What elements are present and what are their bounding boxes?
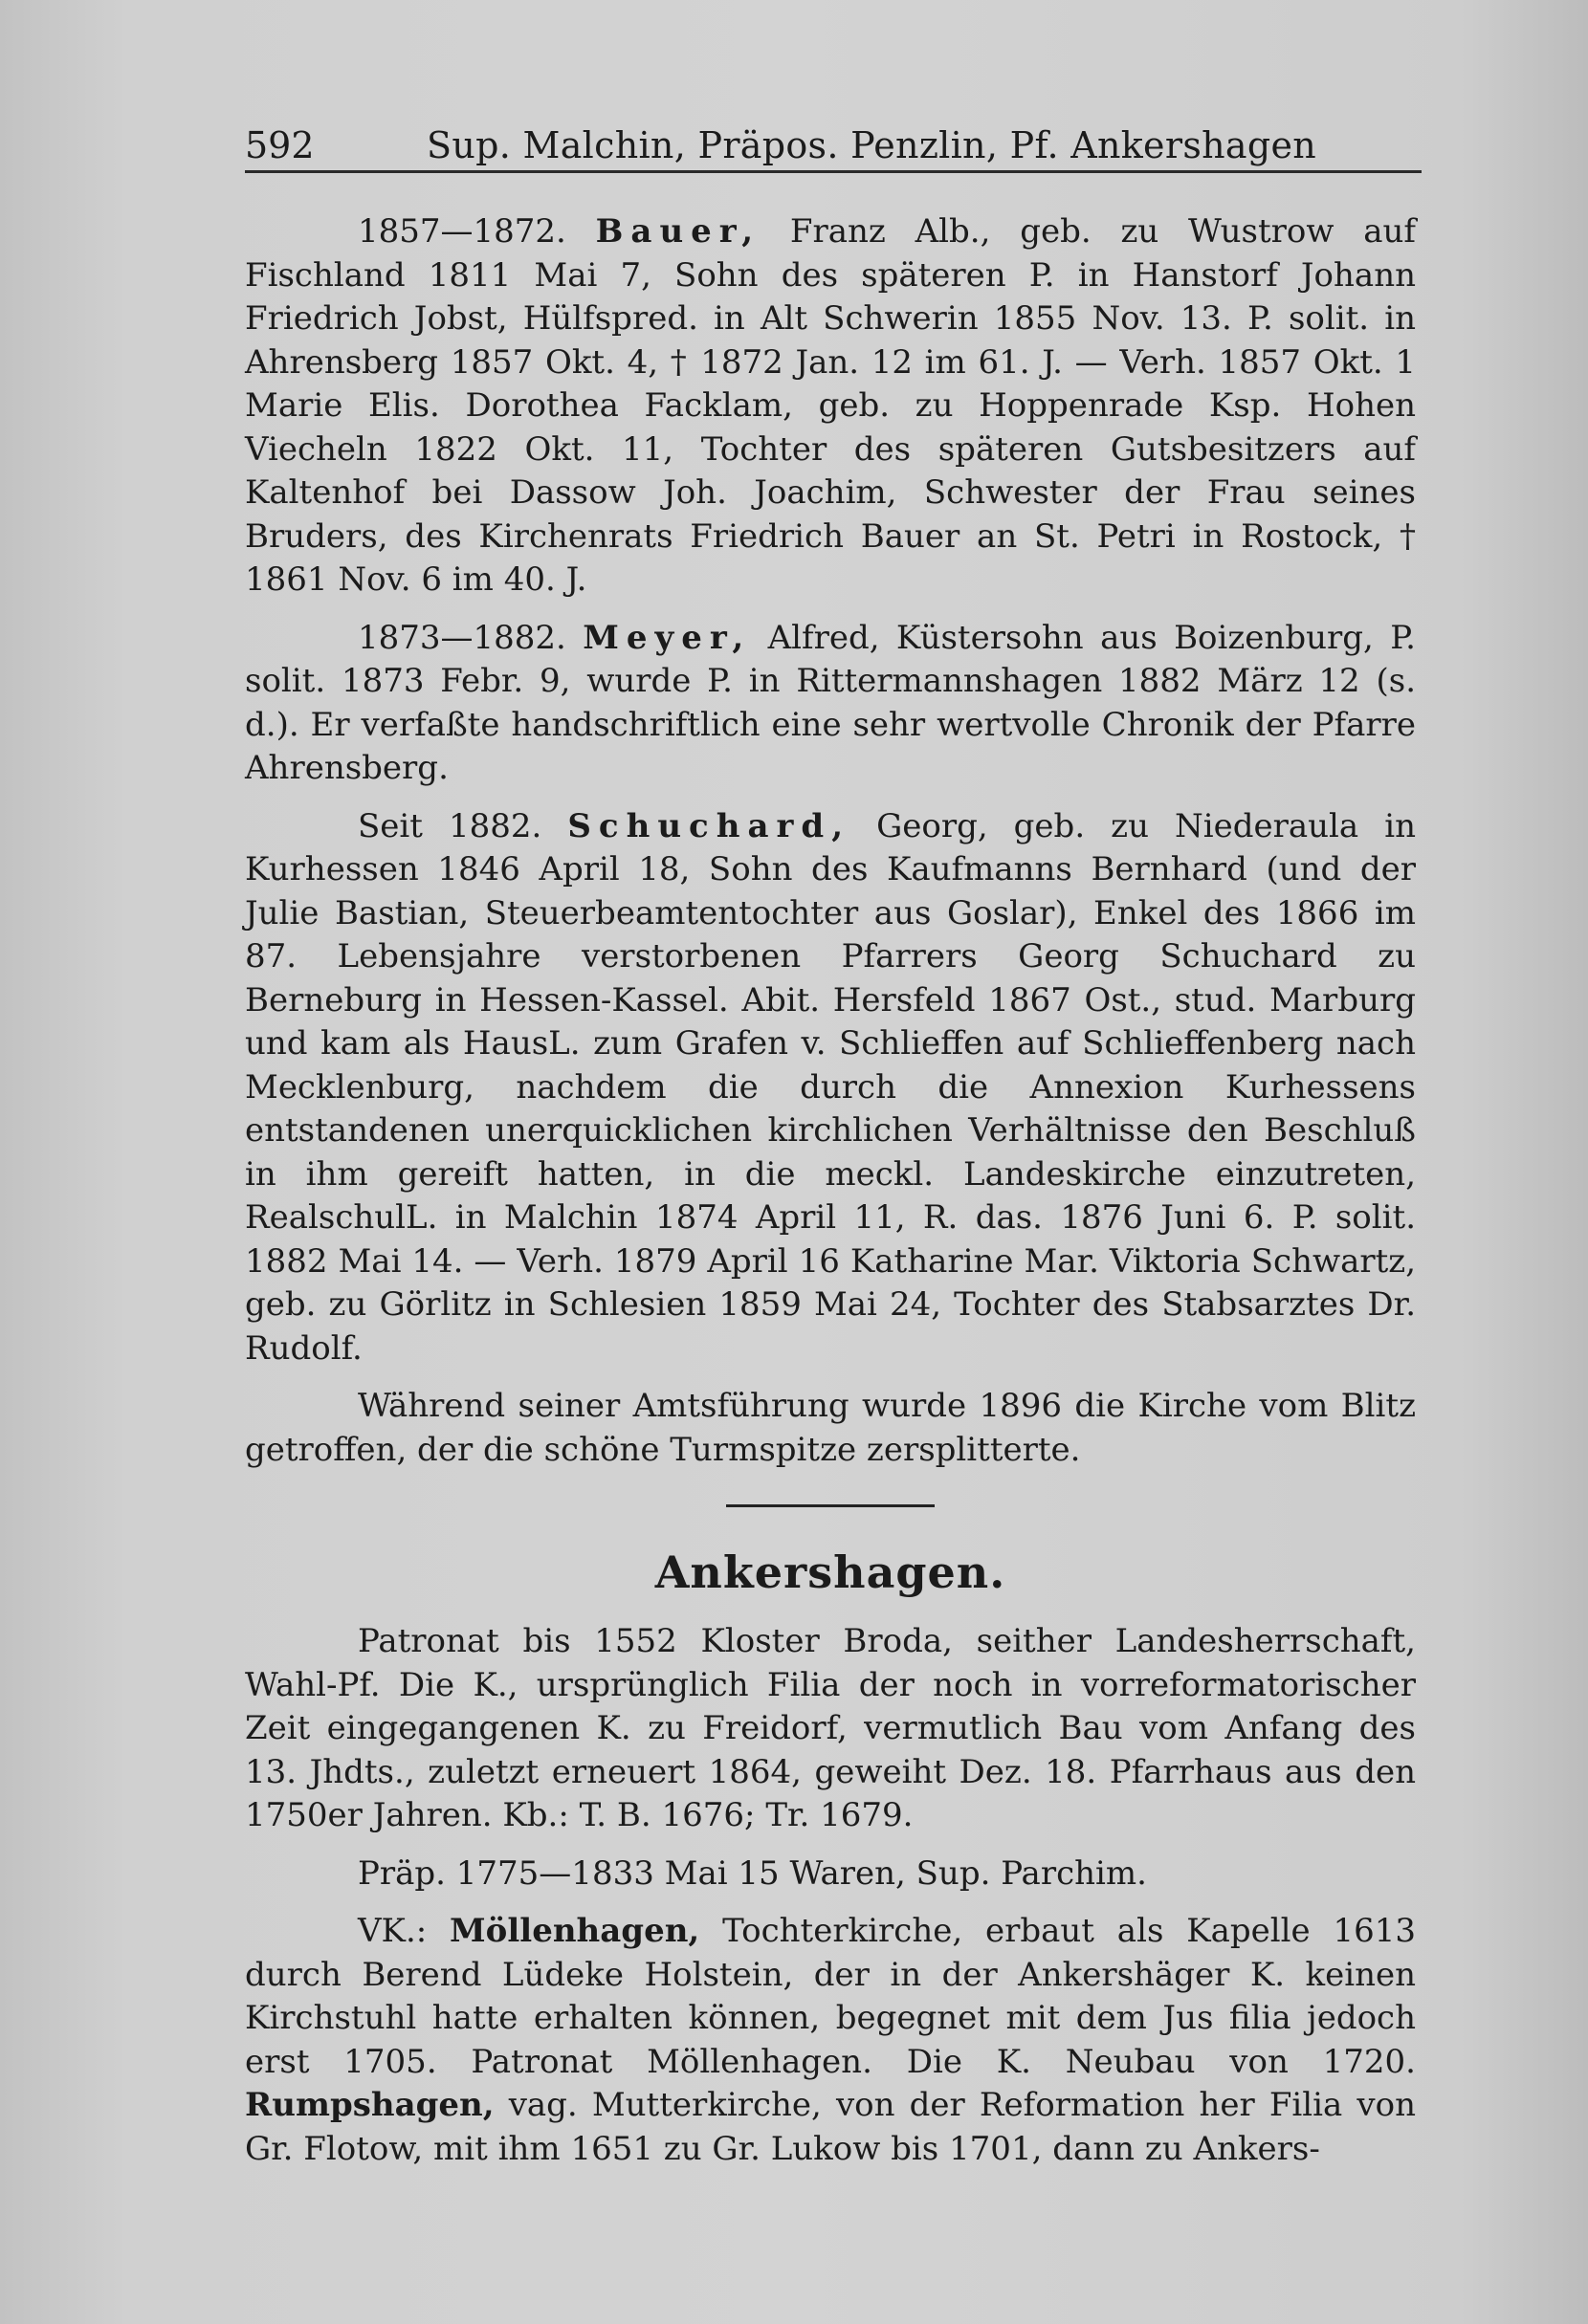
section-title: Ankershagen. [654, 1546, 1006, 1598]
entry-years: 1873—1882. [358, 618, 566, 657]
entry-name: Meyer, [583, 618, 752, 657]
body-text [245, 210, 1416, 2185]
patronat-paragraph: Patronat bis 1552 Kloster Broda, seither Landesherrschaft, Wahl-Pf. Die K., ursprünglich Filia der noch in vorreformatorischer Zeit eingegangenen K. zu Freidorf, vermutlich Bau vom Anfang des 13. Jhdts., zuletzt erneuert 1864, geweiht Dez. 18. Pfarrhaus aus den 1750er Jahren. Kb.: T. B. 1676; Tr. 1679. [245, 1622, 1416, 1834]
entry-text: Alfred, Küstersohn aus Boizenburg, P. solit. 1873 Febr. 9, wurde P. in Rittermannshagen 1882 März 12 (s. d.). Er verfaßte handschriftlich eine sehr wertvolle Chronik der Pfarre Ahrensberg. [245, 618, 1416, 787]
page-header [245, 119, 1317, 172]
entry-name: Bauer, [595, 212, 761, 251]
running-head: Sup. Malchin, Präpos. Penzlin, Pf. Ankershagen [427, 124, 1317, 166]
entry-text: Georg, geb. zu Niederaula in Kurhessen 1846 April 18, Sohn des Kaufmanns Bernhard (und der Julie Bastian, Steuerbeamtentochter aus Goslar), Enkel des 1866 im 87. Lebensjahre verstorbenen Pfarrers Georg Schuchard zu Berneburg in Hessen-Kassel. Abit. Hersfeld 1867 Ost., stud. Marburg und kam als HausL. zum Grafen v. Schlieffen auf Schlieffenberg nach Mecklenburg, nachdem die durch die Annexion Kurhessens entstandenen unerquicklichen kirchlichen Verhältnisse den Beschluß in ihm gereift hatten, in die meckl. Landeskirche einzutreten, RealschulL. in Malchin 1874 April 11, R. das. 1876 Juni 6. P. solit. 1882 Mai 14. — Verh. 1879 April 16 Katharine Mar. Viktoria Schwartz, geb. zu Görlitz in Schlesien 1859 Mai 24, Tochter des Stabsarztes Dr. Rudolf. [245, 806, 1416, 1368]
vk-paragraph [245, 1910, 1416, 2171]
entry-schuchard [245, 805, 1416, 1371]
rumpshagen-text: vag. Mutterkirche, von der Reformation her Filia von Gr. Flotow, mit ihm 1651 zu Gr. Lukow bis 1701, dann zu Ankers- [245, 2086, 1416, 2168]
entry-bauer [245, 210, 1416, 603]
moellenhagen-name: Möllenhagen, [450, 1912, 700, 1950]
rumpshagen-name: Rumpshagen, [245, 2086, 495, 2124]
vk-label: VK.: [358, 1912, 428, 1950]
entry-years: Seit 1882. [358, 806, 542, 845]
section-separator [726, 1504, 935, 1507]
entry-years: 1857—1872. [358, 212, 566, 251]
entry-meyer [245, 617, 1416, 791]
praep-paragraph: Präp. 1775—1833 Mai 15 Waren, Sup. Parchim. [358, 1853, 1147, 1893]
moellenhagen-text: Tochterkirche, erbaut als Kapelle 1613 durch Berend Lüdeke Holstein, der in der Ankershäger K. keinen Kirchstuhl hatte erhalten können, begegnet mit dem Jus filia jedoch erst 1705. Patronat Möllenhagen. Die K. Neubau von 1720. [245, 1912, 1416, 2081]
page-number: 592 [245, 124, 315, 166]
entry-schuchard-note: Während seiner Amtsführung wurde 1896 die Kirche vom Blitz getroffen, der die schöne Turmspitze zersplitterte. [245, 1387, 1416, 1469]
entry-name: Schuchard, [567, 806, 851, 845]
entry-text: Franz Alb., geb. zu Wustrow auf Fischland 1811 Mai 7, Sohn des späteren P. in Hanstorf Johann Friedrich Jobst, Hülfspred. in Alt Schwerin 1855 Nov. 13. P. solit. in Ahrensberg 1857 Okt. 4, † 1872 Jan. 12 im 61. J. — Verh. 1857 Okt. 1 Marie Elis. Dorothea Facklam, geb. zu Hoppenrade Ksp. Hohen Viecheln 1822 Okt. 11, Tochter des späteren Gutsbesitzers auf Kaltenhof bei Dassow Joh. Joachim, Schwester der Frau seines Bruders, des Kirchenrats Friedrich Bauer an St. Petri in Rostock, † 1861 Nov. 6 im 40. J. [245, 212, 1416, 599]
header-rule [245, 170, 1422, 173]
